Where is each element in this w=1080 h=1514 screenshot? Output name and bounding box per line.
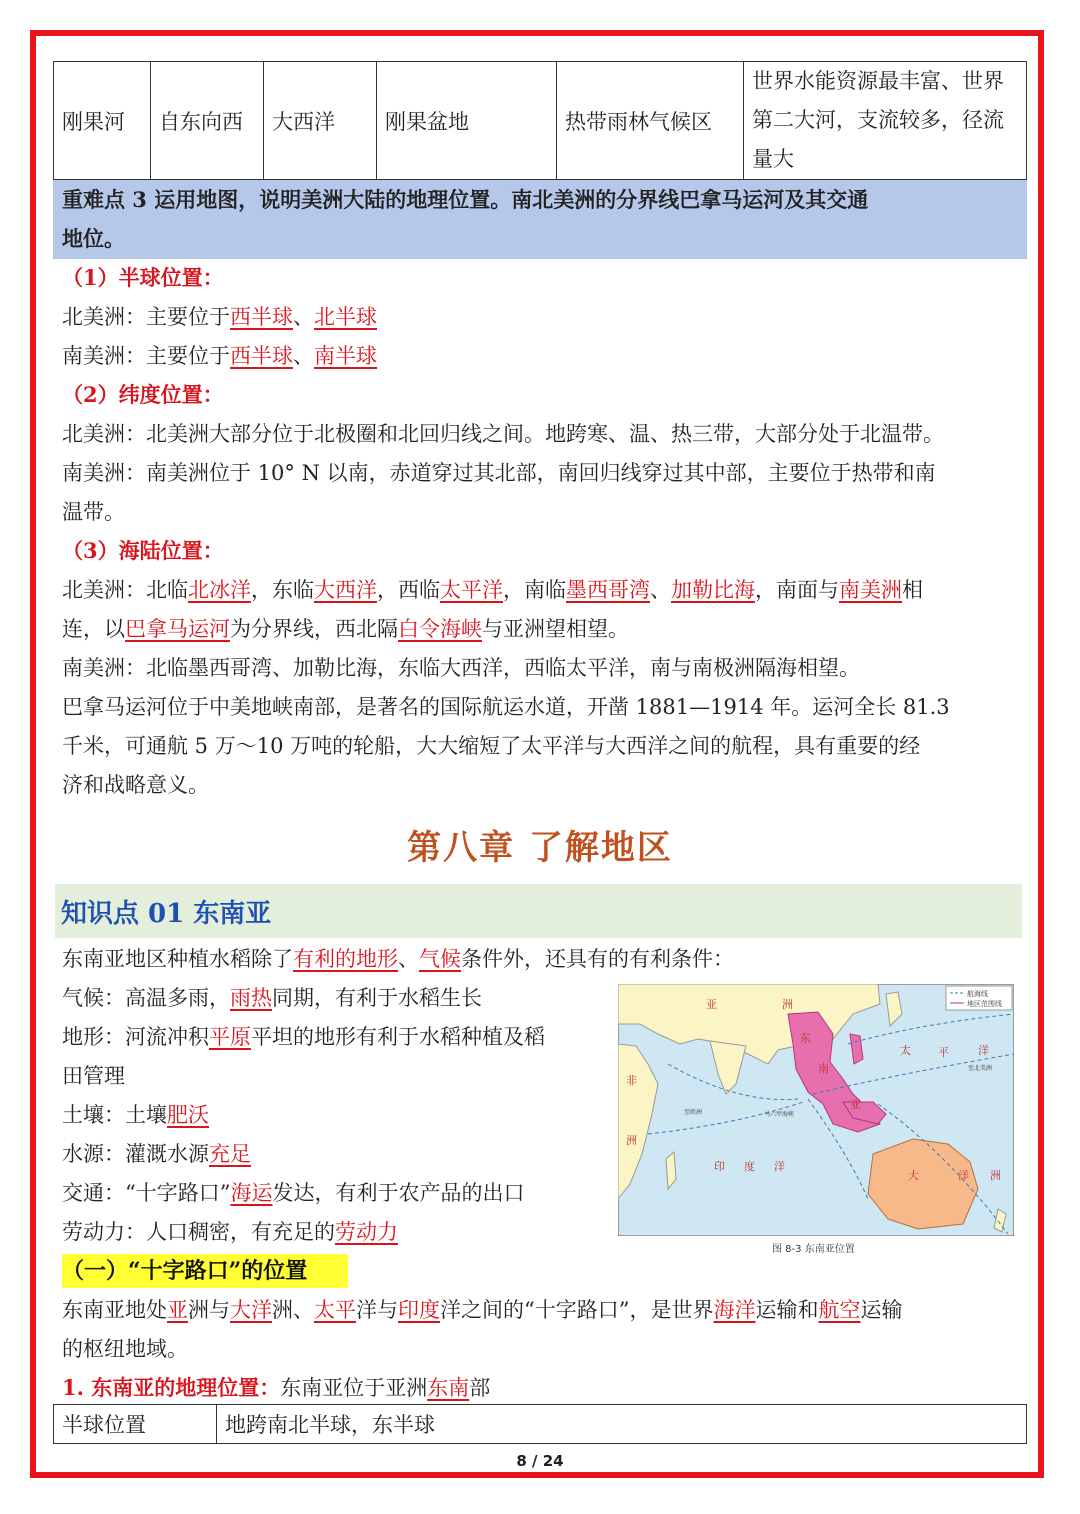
text-line: 田管理 <box>62 1064 125 1088</box>
answer: 海运 <box>230 1181 273 1205</box>
map-label: 洋 <box>774 1160 785 1173</box>
map-caption: 图 8-3 东南亚位置 <box>772 1244 855 1255</box>
map-label: 非 <box>626 1074 637 1087</box>
map-label: 洋 <box>958 1169 969 1182</box>
text: 条件外，还具有的有利条件： <box>461 947 734 971</box>
geo-position-table <box>53 1404 1027 1444</box>
answer: 充足 <box>209 1142 251 1166</box>
legend-boundary-label: 地区范围线 <box>967 1000 1002 1008</box>
text: 相 <box>902 578 923 602</box>
text-line <box>62 301 377 333</box>
text: 东南亚位于亚洲 <box>280 1376 428 1400</box>
map-label: 洋 <box>978 1044 989 1057</box>
answer: 海洋 <box>713 1298 756 1322</box>
answer: 北冰洋 <box>188 578 251 602</box>
text-line <box>62 1372 490 1404</box>
text: 发达，有利于农产品的出口 <box>272 1181 525 1205</box>
answer: 航空 <box>818 1298 861 1322</box>
text: ，南临 <box>503 578 566 602</box>
river-table <box>53 61 1027 180</box>
chapter-title: 第八章 了解地区 <box>407 828 673 868</box>
text-line: 北美洲：北美洲大部分位于北极圈和北回归线之间。地跨寒、温、热三带，大部分处于北温带。 <box>62 422 944 446</box>
text: 部 <box>469 1376 491 1400</box>
text-line: 南美洲：南美洲位于 10° N 以南，赤道穿过其北部，南回归线穿过其中部，主要位于热带和南 <box>62 461 936 485</box>
text: 北美洲：主要位于 <box>62 305 230 329</box>
table-row <box>54 62 1027 180</box>
text: 洋与 <box>356 1298 398 1322</box>
legend-route-label: 航海线 <box>967 990 988 998</box>
text-line <box>62 1138 251 1170</box>
answer: 墨西哥湾 <box>566 578 650 602</box>
text: 、 <box>398 947 419 971</box>
answer: 大洋 <box>230 1298 272 1322</box>
map-label: 大 <box>908 1169 919 1182</box>
map-label: 至北美洲 <box>968 1065 993 1072</box>
text-line: 南美洲：北临墨西哥湾、加勒比海，东临大西洋，西临太平洋，南与南极洲隔海相望。 <box>62 656 860 680</box>
answer: 亚 <box>167 1298 188 1322</box>
text-line: 温带。 <box>62 500 125 524</box>
answer: 加勒比海 <box>671 578 755 602</box>
map-label: 南 <box>818 1062 829 1075</box>
table-cell: 自东向西 <box>151 62 264 180</box>
answer: 有利的地形 <box>293 947 398 971</box>
map-label: 东 <box>800 1032 811 1045</box>
table-cell: 半球位置 <box>54 1405 217 1444</box>
text: 、 <box>293 344 314 368</box>
text-line <box>62 982 482 1014</box>
text: 同期，有利于水稻生长 <box>272 986 482 1010</box>
map-label: 至欧洲 <box>684 1109 703 1116</box>
knowledge-point-banner <box>55 884 1022 938</box>
text: 交通：“十字路口” <box>62 1181 231 1205</box>
text-line <box>62 574 923 606</box>
text: ，西临 <box>377 578 440 602</box>
text-line <box>62 340 377 372</box>
text: 运输 <box>860 1298 903 1322</box>
table-cell: 世界水能资源最丰富、世界第二大河，支流较多，径流量大 <box>744 62 1027 180</box>
text: 平坦的地形有利于水稻种植及稻 <box>251 1025 545 1049</box>
table-row <box>54 1405 1027 1444</box>
answer: 南半球 <box>314 344 377 368</box>
answer: 肥沃 <box>167 1103 209 1127</box>
section-heading: （一）“十字路口”的位置 <box>62 1258 308 1284</box>
text: 北美洲：北临 <box>62 578 188 602</box>
text: 、 <box>650 578 671 602</box>
map-label: 亚 <box>706 998 717 1011</box>
answer: 大西洋 <box>314 578 377 602</box>
text: 南美洲：主要位于 <box>62 344 230 368</box>
text: 运输和 <box>755 1298 819 1322</box>
text-line: 的枢纽地域。 <box>62 1337 188 1361</box>
section-heading: （3）海陆位置： <box>62 538 224 563</box>
answer: 太平 <box>314 1298 356 1322</box>
text: ，南面与 <box>755 578 839 602</box>
text: 洲与 <box>188 1298 230 1322</box>
map-label: 马六甲海峡 <box>764 1111 795 1118</box>
answer: 西半球 <box>230 305 293 329</box>
text-line: 千米，可通航 5 万～10 万吨的轮船，大大缩短了太平洋与大西洋之间的航程，具有重要的经 <box>62 734 921 758</box>
subheading: 1. 东南亚的地理位置： <box>62 1375 281 1400</box>
map-label: 洲 <box>782 998 793 1011</box>
text: 洋之间的“十字路口”，是世界 <box>440 1298 714 1322</box>
text-line <box>62 1294 902 1326</box>
map-label: 太 <box>900 1044 911 1057</box>
table-cell: 大西洋 <box>264 62 377 180</box>
map-label: 洲 <box>990 1169 1001 1182</box>
table-cell: 刚果盆地 <box>377 62 557 180</box>
section-heading: （2）纬度位置： <box>62 382 224 407</box>
answer: 西半球 <box>230 344 293 368</box>
answer: 气候 <box>419 947 461 971</box>
map-label: 亚 <box>850 1098 861 1111</box>
answer: 雨热 <box>230 986 272 1010</box>
text-line: 巴拿马运河位于中美地峡南部，是著名的国际航运水道，开凿 1881—1914 年。运河全长 81.3 <box>62 695 950 719</box>
section-heading: （1）半球位置： <box>62 265 224 290</box>
table-cell: 热带雨林气候区 <box>557 62 744 180</box>
map-label: 洲 <box>626 1134 637 1147</box>
text-line <box>62 1099 209 1131</box>
text-line <box>62 943 734 975</box>
text: 连，以 <box>62 617 125 641</box>
text: 东南亚地处 <box>62 1298 167 1322</box>
text-line <box>62 1021 545 1053</box>
text: 土壤：土壤 <box>62 1103 167 1127</box>
key-point-banner <box>53 180 1027 259</box>
text: 气候：高温多雨， <box>62 986 230 1010</box>
knowledge-point-title: 知识点 01 东南亚 <box>61 899 272 929</box>
key-point-line: 地位。 <box>62 226 125 251</box>
text: 劳动力：人口稠密，有充足的 <box>62 1220 335 1244</box>
southeast-asia-map <box>618 984 1014 1236</box>
text: 、 <box>293 305 314 329</box>
table-cell: 刚果河 <box>54 62 151 180</box>
text-line <box>62 1216 398 1248</box>
text: 水源：灌溉水源 <box>62 1142 209 1166</box>
answer: 白令海峡 <box>398 617 482 641</box>
text: ，东临 <box>251 578 314 602</box>
page-number: 8 / 24 <box>516 1452 564 1470</box>
answer: 太平洋 <box>440 578 503 602</box>
text: 与亚洲望相望。 <box>482 617 629 641</box>
text: 洲、 <box>272 1298 314 1322</box>
answer: 南美洲 <box>839 578 902 602</box>
key-point-line: 重难点 3 运用地图，说明美洲大陆的地理位置。南北美洲的分界线巴拿马运河及其交通 <box>62 187 869 212</box>
answer: 北半球 <box>314 305 377 329</box>
answer: 平原 <box>209 1025 251 1049</box>
answer: 劳动力 <box>335 1220 398 1244</box>
map-label: 度 <box>744 1160 755 1173</box>
map-label: 平 <box>938 1046 949 1059</box>
text-line: 济和战略意义。 <box>62 773 209 797</box>
map-label: 印 <box>714 1160 725 1173</box>
text-line <box>62 1177 524 1209</box>
text-line <box>62 613 629 645</box>
text: 地形：河流冲积 <box>62 1025 209 1049</box>
text: 东南亚地区种植水稻除了 <box>62 947 293 971</box>
table-cell: 地跨南北半球，东半球 <box>217 1405 1027 1444</box>
text: 为分界线，西北隔 <box>230 617 398 641</box>
answer: 东南 <box>427 1376 470 1400</box>
answer: 巴拿马运河 <box>125 617 230 641</box>
answer: 印度 <box>398 1298 440 1322</box>
